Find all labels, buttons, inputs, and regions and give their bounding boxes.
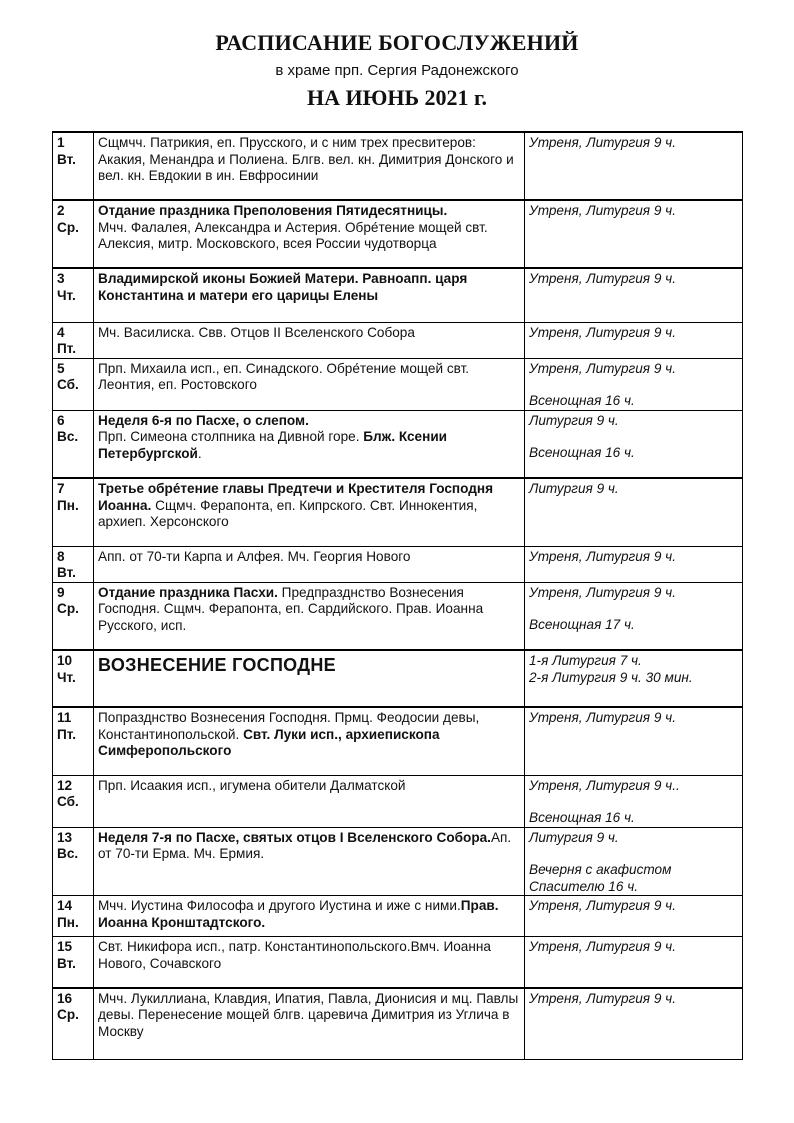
day-cell [53, 268, 94, 322]
feast-text: . [197, 445, 202, 461]
day-number: 6 [57, 412, 65, 428]
service-line: Утреня, Литургия 9 ч. [529, 939, 676, 954]
service-line: Утреня, Литургия 9 ч. [529, 548, 676, 564]
day-cell [53, 132, 94, 200]
day-number: 5 [57, 360, 65, 376]
feast-highlight: Третье обре́тение главы Предтечи и Крестителя Господня Иоанна. [98, 481, 494, 513]
service-line: Утреня, Литургия 9 ч. [529, 271, 676, 286]
service-line: Всенощная 16 ч. [529, 393, 635, 408]
service-times [525, 358, 743, 410]
table-row [53, 827, 743, 896]
feast-description [94, 546, 525, 582]
service-times [525, 322, 743, 358]
feast-description [94, 827, 525, 896]
feast-text: Мчч. Фалалея, Александра и Астерия. Обре́тение мощей свт. Алексия, митр. Московского, всея России чудотворца [98, 219, 488, 251]
feast-highlight: Блж. Ксении Петербургской [98, 429, 448, 461]
feast-description [94, 650, 525, 707]
feast-description [94, 322, 525, 358]
table-row [53, 410, 743, 478]
service-times [525, 132, 743, 200]
feast-description [94, 988, 525, 1060]
table-row [53, 582, 743, 650]
service-times [525, 268, 743, 322]
day-number: 13 [57, 829, 73, 845]
service-line: Утреня, Литургия 9 ч. [529, 898, 676, 913]
service-gap [529, 846, 738, 862]
feast-text: Ап. от 70-ти Ерма. Мч. Ермия. [98, 829, 512, 861]
day-cell [53, 896, 94, 937]
day-of-week: Пн. [57, 914, 79, 930]
schedule-table [52, 131, 743, 1060]
day-number: 2 [57, 203, 65, 218]
day-cell [53, 827, 94, 896]
day-cell [53, 200, 94, 268]
feast-highlight: Отдание праздника Пасхи. [98, 584, 278, 600]
day-of-week: Ср. [57, 219, 79, 235]
feast-text: Предпразднство Вознесения Господня. Сщмч. Ферапонта, еп. Сардийского. Прав. Иоанна Русского, исп. [98, 584, 484, 633]
day-of-week: Сб. [57, 794, 79, 809]
service-gap [529, 601, 738, 617]
feast-description [94, 132, 525, 200]
page-title: РАСПИСАНИЕ БОГОСЛУЖЕНИЙ [215, 30, 579, 55]
day-cell [53, 775, 94, 827]
day-number: 10 [57, 653, 73, 668]
day-of-week: Сб. [57, 377, 79, 392]
feast-highlight: Отдание праздника Преполовения Пятидесятницы. [98, 203, 448, 218]
table-row [53, 132, 743, 200]
day-of-week: Вс. [57, 846, 79, 861]
feast-text: Апп. от 70-ти Карпа и Алфея. Мч. Георгия Нового [98, 548, 411, 564]
service-times [525, 582, 743, 650]
day-cell [53, 410, 94, 478]
table-row [53, 707, 743, 775]
service-line: Всенощная 16 ч. [529, 445, 635, 460]
day-number: 9 [57, 584, 65, 600]
service-gap [529, 429, 738, 445]
service-line: Утреня, Литургия 9 ч. [529, 584, 676, 600]
feast-description [94, 896, 525, 937]
major-feast-title: ВОЗНЕСЕНИЕ ГОСПОДНЕ [98, 655, 336, 675]
feast-text: Попразднство Вознесения Господня. Прмц. Феодосии девы, Константинопольской. [98, 710, 480, 742]
feast-description [94, 268, 525, 322]
day-number: 11 [57, 710, 72, 725]
day-cell [53, 582, 94, 650]
service-line: Утреня, Литургия 9 ч. [529, 135, 676, 150]
feast-description [94, 775, 525, 827]
table-row [53, 775, 743, 827]
feast-text: Сщмч. Ферапонта, еп. Кипрского. Свт. Иннокентия, архиеп. Херсонского [98, 497, 478, 529]
service-times [525, 546, 743, 582]
service-times [525, 775, 743, 827]
table-row [53, 358, 743, 410]
feast-highlight: Свт. Луки исп., архиепископа Симферопольского [98, 726, 440, 758]
feast-text: Мчч. Лукиллиана, Клавдия, Ипатия, Павла, Дионисия и мц. Павлы девы. Перенесение мощей блгв. царевича Димитрия из Углича в Москву [98, 990, 519, 1039]
service-times [525, 200, 743, 268]
feast-highlight: Неделя 6-я по Пасхе, о слепом. [98, 412, 309, 428]
service-line: Всенощная 16 ч. [529, 810, 635, 825]
service-line: Литургия 9 ч. [529, 829, 619, 845]
table-row [53, 896, 743, 937]
feast-text: Вмч. Иоанна Нового, Сочавского [98, 939, 491, 971]
service-line: Всенощная 17 ч. [529, 617, 635, 632]
service-line: Утреня, Литургия 9 ч. [529, 360, 676, 376]
feast-description [94, 478, 525, 546]
feast-description [94, 707, 525, 775]
day-of-week: Чт. [57, 287, 76, 303]
service-line: Спасителю 16 ч. [529, 878, 639, 894]
day-cell [53, 937, 94, 988]
feast-text: Мчч. Иустина Философа и другого Иустина и иже с ними. [98, 898, 461, 913]
service-gap [529, 794, 738, 810]
table-row [53, 546, 743, 582]
service-times [525, 410, 743, 478]
day-of-week: Ср. [57, 1007, 79, 1022]
feast-text: Сщмчч. Патрикия, еп. Прусского, и с ним трех пресвитеров: Акакия, Менандра и Полиена. Блгв. вел. кн. Димитрия Донского и вел. кн. Евдокии в ин. Евфросинии [98, 135, 514, 183]
service-times [525, 827, 743, 896]
service-line: Утреня, Литургия 9 ч. [529, 203, 676, 218]
day-of-week: Вт. [57, 565, 76, 580]
feast-description [94, 937, 525, 988]
service-line: 2-я Литургия 9 ч. 30 мин. [529, 669, 693, 685]
table-row [53, 268, 743, 322]
day-of-week: Пн. [57, 497, 79, 513]
day-cell [53, 478, 94, 546]
feast-description [94, 410, 525, 478]
day-number: 3 [57, 271, 65, 286]
service-line: Литургия 9 ч. [529, 412, 619, 428]
table-row [53, 937, 743, 988]
service-times [525, 478, 743, 546]
day-number: 12 [57, 777, 73, 793]
day-number: 4 [57, 324, 65, 340]
day-number: 1 [57, 135, 65, 150]
day-number: 7 [57, 481, 65, 496]
service-line: Вечерня с акафистом [529, 862, 672, 877]
day-number: 14 [57, 898, 73, 913]
service-times [525, 988, 743, 1060]
service-times [525, 937, 743, 988]
feast-description [94, 358, 525, 410]
day-of-week: Вт. [57, 955, 76, 971]
day-of-week: Вс. [57, 429, 79, 444]
day-of-week: Пт. [57, 726, 77, 742]
service-line: Утреня, Литургия 9 ч. [529, 710, 676, 725]
feast-text: Свт. Никифора исп., патр. Константинопольского. [98, 939, 411, 954]
service-line: Литургия 9 ч. [529, 481, 619, 496]
table-row [53, 478, 743, 546]
day-cell [53, 707, 94, 775]
feast-description [94, 582, 525, 650]
day-of-week: Чт. [57, 669, 76, 685]
feast-text: Прп. Симеона столпника на Дивной горе. [98, 429, 364, 444]
table-row [53, 322, 743, 358]
schedule-body [53, 132, 743, 1060]
table-row [53, 200, 743, 268]
day-of-week: Пт. [57, 341, 77, 356]
page-subtitle: в храме прп. Сергия Радонежского [275, 62, 519, 79]
service-line: Утреня, Литургия 9 ч. [529, 990, 676, 1006]
service-times [525, 707, 743, 775]
day-number: 16 [57, 990, 73, 1006]
page-month: НА ИЮНЬ 2021 г. [306, 85, 488, 110]
service-line: 1-я Литургия 7 ч. [529, 653, 642, 668]
service-line: Утреня, Литургия 9 ч. [529, 324, 676, 340]
feast-highlight: Прав. Иоанна Кронштадтского. [98, 898, 499, 930]
day-cell [53, 322, 94, 358]
table-row [53, 988, 743, 1060]
day-cell [53, 546, 94, 582]
day-cell [53, 650, 94, 707]
service-times [525, 896, 743, 937]
feast-highlight: Владимирской иконы Божией Матери. Равноапп. царя Константина и матери его царицы Елены [98, 271, 468, 303]
service-gap [529, 377, 738, 393]
table-row [53, 650, 743, 707]
day-of-week: Ср. [57, 601, 79, 616]
service-line: Утреня, Литургия 9 ч.. [529, 777, 680, 793]
day-cell [53, 358, 94, 410]
feast-highlight: Неделя 7-я по Пасхе, святых отцов I Вселенского Собора. [98, 829, 491, 845]
day-number: 15 [57, 939, 73, 954]
feast-text: Прп. Исаакия исп., игумена обители Далматской [98, 777, 406, 793]
day-of-week: Вт. [57, 151, 76, 167]
service-times [525, 650, 743, 707]
day-cell [53, 988, 94, 1060]
day-number: 8 [57, 548, 65, 564]
feast-text: Прп. Михаила исп., еп. Синадского. Обре́тение мощей свт. Леонтия, еп. Ростовского [98, 360, 470, 392]
feast-description [94, 200, 525, 268]
feast-text: Мч. Василиска. Свв. Отцов II Вселенского Собора [98, 324, 415, 340]
